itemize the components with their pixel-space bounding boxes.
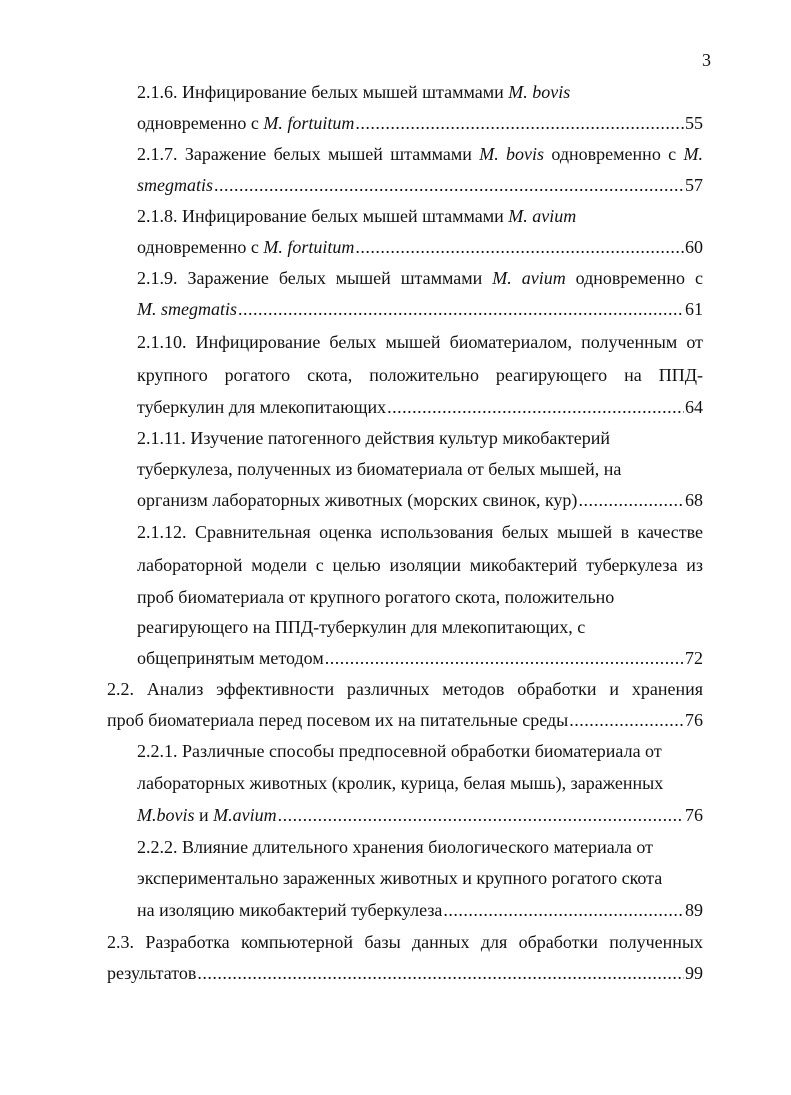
toc-text: лабораторных животных (кролик, курица, белая мышь), зараженных [137,773,664,793]
toc-entry-2-2-2-line-1 [137,835,703,859]
toc-text: организм лабораторных животных (морских свинок, кур) [137,490,578,510]
toc-page-number: 61 [685,299,703,319]
toc-italic-text: M. avium [508,206,577,226]
toc-text: smegmatis [137,175,213,195]
toc-text: крупного рогатого скота, положительно реагирующего на ППД- [137,365,703,385]
toc-entry-2-1-12-line-5[interactable] [137,646,703,670]
toc-entry-2-1-7-line-2[interactable] [137,173,703,197]
toc-text: на изоляцию микобактерий туберкулеза [137,900,443,920]
toc-text: 2.1.11. Изучение патогенного действия культур микобактерий [137,428,610,448]
toc-text: 2.3. Разработка компьютерной базы данных для обработки полученных [107,932,703,952]
toc-text: реагирующего на ППД-туберкулин для млекопитающих, с [137,617,586,637]
toc-entry-2-1-6-line-1 [137,80,703,104]
toc-entry-2-1-8-line-1 [137,204,703,228]
dot-leader [214,173,684,197]
toc-entry-2-2-2-line-2 [137,866,703,890]
toc-text: 2.1.7. Заражение белых мышей штаммами M. bovis одновременно с M. [137,144,703,164]
toc-entry-2-1-10-line-1 [137,330,703,354]
toc-text: экспериментально зараженных животных и крупного рогатого скота [137,868,663,888]
toc-text: одновременно с M. fortuitum [137,113,355,133]
dot-leader [197,961,684,985]
toc-entry-2-3-line-1 [107,930,703,954]
toc-text: 2.2.2. Влияние длительного хранения биологического материала от [137,837,654,857]
dot-leader [569,708,684,732]
toc-text: M.bovis и M.avium [137,805,277,825]
toc-page-number: 72 [685,648,703,668]
dot-leader [355,111,684,135]
toc-text: туберкулеза, полученных из биоматериала от белых мышей, на [137,459,622,479]
page-number: 3 [702,50,711,70]
toc-entry-2-1-11-line-2 [137,457,703,481]
dot-leader [387,395,684,419]
toc-entry-2-1-9-line-1 [137,266,703,290]
toc-text: 2.1.10. Инфицирование белых мышей биоматериалом, полученным от [137,332,703,352]
toc-entry-2-2-1-line-3[interactable] [137,803,703,827]
dot-leader [578,488,684,512]
toc-page-number: 57 [685,175,703,195]
toc-entry-2-1-10-line-2 [137,363,703,387]
toc-text: проб биоматериала от крупного рогатого скота, положительно [137,587,615,607]
toc-text: M. smegmatis [137,299,237,319]
toc-entry-2-2-2-line-3[interactable] [137,898,703,922]
toc-entry-2-2-line-2[interactable] [107,708,703,732]
toc-text: проб биоматериала перед посевом их на питательные среды [107,710,569,730]
dot-leader [355,235,684,259]
toc-entry-2-1-12-line-1 [137,520,703,544]
toc-page-number: 55 [685,113,703,133]
toc-entry-2-1-11-line-1 [137,426,703,450]
toc-page-number: 64 [685,397,703,417]
toc-page-number: 89 [685,900,703,920]
toc-text: 2.1.8. Инфицирование белых мышей штаммами [137,206,509,226]
dot-leader [278,803,684,827]
toc-text: туберкулин для млекопитающих [137,397,387,417]
dot-leader [443,898,684,922]
toc-entry-2-2-1-line-1 [137,739,703,763]
toc-text: 2.2.1. Различные способы предпосевной обработки биоматериала от [137,741,662,761]
toc-text: 2.1.12. Сравнительная оценка использования белых мышей в качестве [137,522,703,542]
toc-entry-2-1-12-line-4 [137,615,703,639]
toc-entry-2-1-9-line-2[interactable] [137,297,703,321]
toc-entry-2-1-6-line-2[interactable] [137,111,703,135]
toc-text: 2.2. Анализ эффективности различных методов обработки и хранения [107,679,703,699]
toc-page-number: 99 [685,963,703,983]
toc-text: 2.1.6. Инфицирование белых мышей штаммами [137,82,509,102]
toc-text: лабораторной модели с целью изоляции микобактерий туберкулеза из [137,555,703,575]
toc-page-number: 68 [685,490,703,510]
toc-entry-2-1-10-line-3[interactable] [137,395,703,419]
toc-page-number: 60 [685,237,703,257]
toc-entry-2-1-12-line-3 [137,585,703,609]
toc-entry-2-1-8-line-2[interactable] [137,235,703,259]
toc-page-number: 76 [685,710,703,730]
dot-leader [238,297,684,321]
toc-text: 2.1.9. Заражение белых мышей штаммами M. avium одновременно с [137,268,704,288]
toc-text: одновременно с M. fortuitum [137,237,355,257]
toc-entry-2-1-11-line-3[interactable] [137,488,703,512]
toc-entry-2-3-line-2[interactable] [107,961,703,985]
toc-entry-2-2-1-line-2 [137,771,703,795]
toc-entry-2-1-7-line-1 [137,142,703,166]
toc-text: результатов [107,963,197,983]
toc-entry-2-2-line-1 [107,677,703,701]
toc-page-number: 76 [685,805,703,825]
toc-italic-text: M. bovis [508,82,571,102]
dot-leader [325,646,684,670]
toc-text: общепринятым методом [137,648,324,668]
toc-entry-2-1-12-line-2 [137,553,703,577]
